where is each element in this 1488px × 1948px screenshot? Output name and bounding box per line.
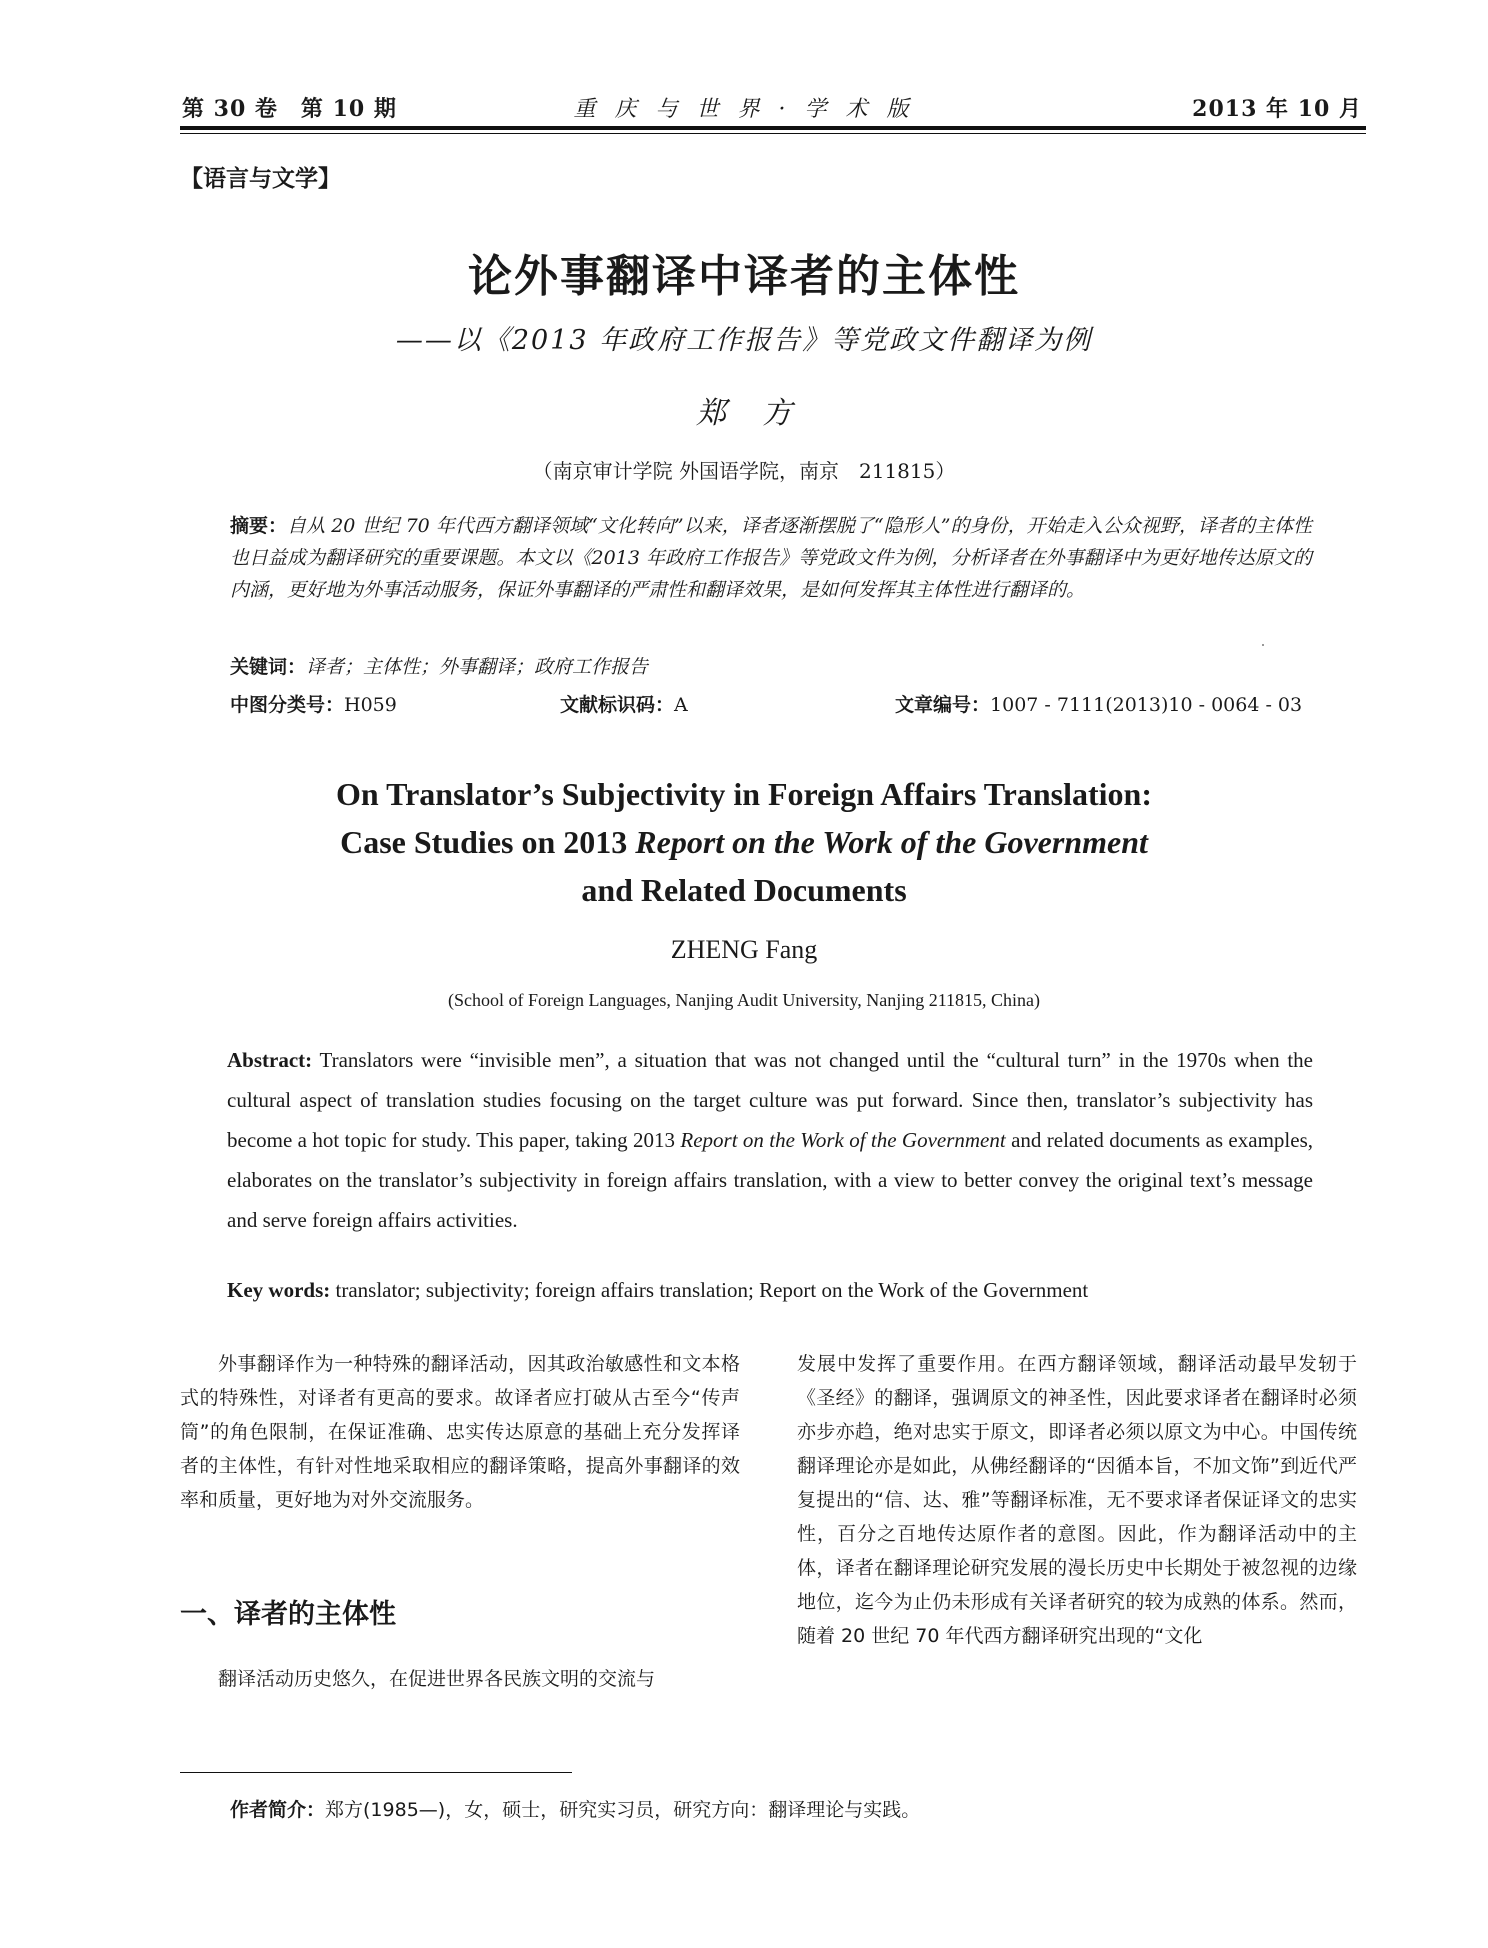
subtitle-cn: ——以《2013 年政府工作报告》等党政文件翻译为例 (395, 325, 1093, 356)
clc-label: 中图分类号： (230, 694, 345, 716)
clc-number (230, 690, 397, 717)
article-label: 文章编号： (895, 694, 991, 716)
article-value: 1007 - 7111(2013)10 - 0064 - 03 (990, 694, 1303, 716)
journal-name: 重 庆 与 世 界 · 学 术 版 (573, 97, 915, 122)
abstract-en-part1: Translators were “invisible men”, a situation that was not changed until the “cultural turn” in the 1970s when the cultural aspect of translation studies focusing on the target culture was put forward. Since then, translator’s subjectivity has become a hot topic for study. This paper, taking 2013 (227, 1048, 1313, 1152)
abstract-en (227, 1040, 1313, 1240)
abstract-cn-text: 自从 20 世纪 70 年代西方翻译领域“文化转向”以来，译者逐渐摆脱了“隐形人”的身份，开始走入公众视野，译者的主体性也日益成为翻译研究的重要课题。本文以《2013 年政府工作报告》等党政文件为例，分析译者在外事翻译中为更好地传达原文的内涵，更好地为外事活动服务，保证外事翻译的严肃性和翻译效果，是如何发挥其主体性进行翻译的。 (230, 515, 1312, 601)
clc-value: H059 (344, 694, 397, 716)
keywords-cn (230, 652, 648, 679)
article-number (895, 690, 1302, 717)
body-left-column-continued (180, 1662, 740, 1696)
title-en (0, 770, 1488, 914)
header-rule-thick (180, 126, 1366, 130)
abstract-en-part2: and related documents as examples, elaborates on the translator’s subjectivity in foreign affairs translation, with a view to better convey the original text’s message and serve foreign affairs activities. (227, 1128, 1313, 1232)
author-footnote (230, 1795, 920, 1822)
keywords-en-text: translator; subjectivity; foreign affairs translation; Report on the Work of the Government (330, 1278, 1089, 1302)
author-cn: 郑方 (696, 396, 828, 431)
affiliation-cn: （南京审计学院 外国语学院，南京 211815） (532, 459, 956, 483)
body-left-column (180, 1347, 740, 1517)
title-en-line2 (0, 818, 1488, 866)
footnote-text: 郑方(1985—)，女，硕士，研究实习员，研究方向：翻译理论与实践。 (325, 1799, 921, 1821)
footnote-label: 作者简介： (230, 1799, 326, 1821)
section-tag: 【语言与文学】 (180, 166, 341, 192)
journal-date: 2013 年 10 月 (1192, 96, 1362, 122)
body-paragraph: 外事翻译作为一种特殊的翻译活动，因其政治敏感性和文本格式的特殊性，对译者有更高的要求。故译者应打破从古至今“传声筒”的角色限制，在保证准确、忠实传达原意的基础上充分发挥译者的主体性，有针对性地采取相应的翻译策略，提高外事翻译的效率和质量，更好地为对外交流服务。 (180, 1353, 740, 1511)
title-en-line3: and Related Documents (581, 872, 907, 908)
author-en: ZHENG Fang (670, 935, 818, 964)
title-en-line2-pre: Case Studies on 2013 (340, 824, 636, 860)
journal-volume: 第 30 卷 第 10 期 (182, 96, 397, 122)
abstract-en-label: Abstract: (227, 1048, 313, 1072)
title-en-line2-italic: Report on the Work of the Government (635, 824, 1148, 860)
abstract-cn-label: 摘要： (230, 515, 288, 537)
affiliation-en: (School of Foreign Languages, Nanjing Audit University, Nanjing 211815, China) (447, 990, 1041, 1010)
doc-value: A (674, 694, 688, 716)
scan-speck (1262, 644, 1264, 646)
title-en-line1: On Translator’s Subjectivity in Foreign Affairs Translation: (335, 776, 1152, 812)
doc-label: 文献标识码： (560, 694, 675, 716)
footnote-rule (180, 1772, 572, 1773)
body-paragraph: 翻译活动历史悠久，在促进世界各民族文明的交流与 (218, 1668, 656, 1690)
abstract-en-italic: Report on the Work of the Government (680, 1128, 1006, 1152)
keywords-en-label: Key words: (227, 1278, 331, 1302)
body-right-column (797, 1347, 1357, 1653)
title-cn: 论外事翻译中译者的主体性 (468, 251, 1020, 302)
keywords-cn-text: 译者；主体性；外事翻译；政府工作报告 (306, 656, 649, 678)
keywords-cn-label: 关键词： (230, 656, 307, 678)
body-paragraph: 发展中发挥了重要作用。在西方翻译领域，翻译活动最早发轫于《圣经》的翻译，强调原文的神圣性，因此要求译者在翻译时必须亦步亦趋，绝对忠实于原文，即译者必须以原文为中心。中国传统翻译理论亦是如此，从佛经翻译的“因循本旨，不加文饰”到近代严复提出的“信、达、雅”等翻译标准，无不要求译者保证译文的忠实性，百分之百地传达原作者的意图。因此，作为翻译活动中的主体，译者在翻译理论研究发展的漫长历史中长期处于被忽视的边缘地位，迄今为止仍未形成有关译者研究的较为成熟的体系。然而，随着 20 世纪 70 年代西方翻译研究出现的“文化 (797, 1353, 1357, 1647)
abstract-cn (230, 510, 1312, 606)
header-rule-thin (180, 133, 1366, 134)
document-code (560, 690, 688, 717)
section-heading: 一、译者的主体性 (180, 1599, 396, 1630)
keywords-en (227, 1278, 1313, 1303)
